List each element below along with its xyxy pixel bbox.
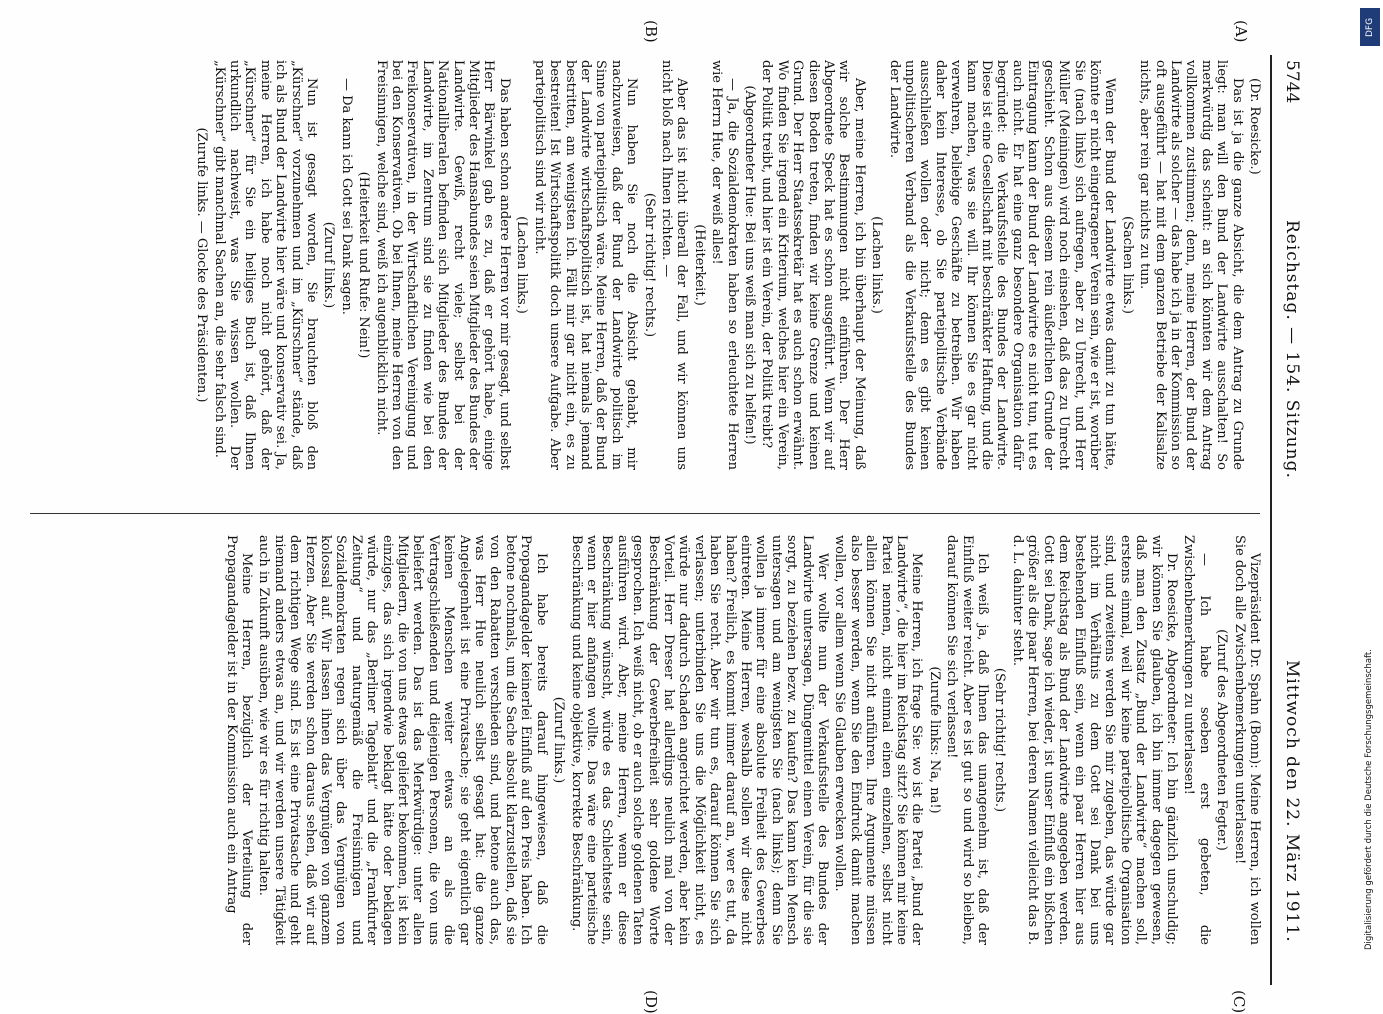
header-rule — [1270, 55, 1272, 985]
paragraph: Ich weiß ja, daß Ihnen das unangenehm ist, daß der Einfluß weiter reicht. Aber es ist gut so und wird so bleiben, darauf können Sie sich verlassen! — [944, 535, 991, 945]
page-header — [1262, 0, 1302, 1000]
interjection: (Heiterkeit.) — [691, 224, 707, 306]
margin-mark-c: (C) — [1230, 990, 1248, 1014]
interjection: (Lachen links.) — [514, 216, 530, 314]
margin-mark-b: (B) — [642, 20, 660, 43]
paragraph: Dr. Roesicke, Abgeordneter: Ich bin gänzlich unschuldig; wir können Sie glauben, ich bin immer dagegen gewesen, daß man den Zusatz „Bund der Landwirte“ machen soll, erstens einmal, weil wir keine parteipolitische Organisation sind, und zweitens werden Sie mir zugeben, das würde gar nicht im Verhältnis zu dem Gott sei Dank bei uns bestehenden Einfluß sein, wenn ein paar Herren hier aus dem Reichstag als Bund der Landwirte angegeben werden. Gott sei Dank, sage ich wieder, ist unser Einfluß ein bißchen größer als die paar Herren, bei deren Namen vielleicht das B. d. L. dahinter steht. — [1009, 535, 1179, 945]
paragraph: — Da kann ich Gott sei Dank sagen. — [338, 78, 354, 315]
paragraph: (Dr. Roesicke.) — [1247, 78, 1262, 175]
paragraph: Wer wollte nun der Verkaufsstelle des Bundes der Landwirte untersagen, Düngemittel einen Verein, für die sie sorgt, zu beziehen bezw. zu kaufen? Das kann kein Mensch untersagen und am wenigsten Sie (nach links); denn Sie wollen ja immer für eine absolute Freiheit des Gewerbes eintreten. Meine Herren, weshalb sollen wir diese nicht haben? Freilich, es kommt immer darauf an, wer es tut, da haben Sie recht. Aber wir tun es, darauf können Sie sich verlassen; unterbinden Sie uns die Möglichkeit nicht, es würde nur dadurch Schaden angerichtet werden, aber kein Vorteil. Herr Dreser hat allerdings neulich mal von der Beschränkung der Gewerbefreiheit sehr goldene Worte gesprochen. Ich weiß nicht, ob er auch solche goldenen Taten ausführen wird. Aber, meine Herren, wenn er diese Beschränkung wünscht, würde es das Schlechteste sein, wenn er hier anfangen wollte. Das wäre eine parteiische Beschränkung und keine objektive, korrekte Beschränkung. — [568, 535, 831, 945]
paragraph: Wenn der Bund der Landwirte etwas damit zu tun hätte, könnte er nicht eingetragener Verein sein, wie er ist, worüber Sie (nach links) sich aufregen, aber zu Unrecht, und Herr Müller (Meiningen) wird noch einsehen, daß das zu Unrecht geschieht. Schon aus diesem rein äußerlichen Grunde der Eintragung kann der Bund der Landwirte es nicht tun, tut es auch nicht. Er hat eine ganz besondere Organisation dafür begründet: die Verkaufsstelle des Bundes der Landwirte. Diese ist eine Gesellschaft mit beschränkter Haftung, und die kann machen, was sie will. Ihr können Sie es gar nicht verwehren, beliebige Geschäfte zu betreiben. Wir haben daher kein Interesse, ob Sie parteipolitische Verbände ausschließen wollen oder nicht; denn es gibt keinen unpolitischeren Verband als die Verkaufsstelle des Bundes der Landwirte. — [886, 60, 1118, 470]
running-head: Reichstag. — 154. Sitzung. — [1282, 220, 1302, 479]
paragraph: Meine Herren, bezüglich der Verteilung der Propagandagelder ist in der Kommission auch ein Antrag — [223, 535, 254, 945]
interjection: (Zuruf links.) — [321, 221, 337, 309]
page-number: 5744 — [1282, 60, 1302, 104]
paragraph: Das ist ja die ganze Absicht, die dem Antrag zu Grunde liegt: man will den Bund der Landwirte ausschalten! So merkwürdig das scheint: an sich könnten wir dem Antrag vollkommen zustimmen; denn, meine Herren, der Bund der Landwirte als solcher — das habe ich ja in der Kommission so oft ausgeführt — hat mit dem ganzen Betriebe der Kalisalze nichts, aber rein gar nichts zu tun. — [1137, 60, 1245, 470]
paragraph: — Ja, die Sozialdemokraten haben so erleuchtete Herren wie Herrn Hue, der weiß alles! — [709, 60, 740, 470]
left-column — [22, 60, 1262, 470]
header-date: Mittwoch den 22. März 1911. — [1282, 660, 1302, 943]
interjection: (Zurufe links. — Glocke des Präsidenten.) — [194, 127, 210, 403]
interjection: (Sehr richtig! rechts.) — [641, 192, 657, 338]
paragraph: Aber das ist nicht überall der Fall, und wir können uns nicht bloß nach Ihnen richten. — — [658, 60, 690, 470]
interjection: (Zuruf des Abgeordneten Fegter.) — [1214, 629, 1230, 851]
interjection: (Zurufe links: Na, na!) — [926, 666, 942, 814]
digitization-note: Digitalisierung gefördert durch die Deutsche Forschungsgemeinschaft. — [1364, 649, 1374, 950]
margin-mark-a: (A) — [1232, 20, 1250, 43]
interjection: (Lachen links.) — [869, 216, 885, 314]
paragraph: Aber, meine Herren, ich bin überhaupt der Meinung, daß wir solche Bestimmungen nicht einführen. Der Herr Abgeordnete Speck hat es schon ausgeführt. Wenn wir auf diesen Boden treten, finden wir keine Grenze und keinen Grund. Der Herr Staatssekretär hat es auch schon erwähnt. Wo finden Sie irgend ein Kriterium, welches hier ein Verein, der Politik treibt, und hier ist ein Verein, der Politik treibt? — [759, 60, 867, 470]
column-divider — [30, 513, 1260, 514]
paragraph: Meine Herren, ich frage Sie: wo ist die Partei „Bund der Landwirte“, die hier im Reichstag sitzt? Sie können mir keine Partei nennen, nicht einmal einen einzelnen, selbst nicht allein können Sie nicht anführen. Ihre Argumente müssen also besser werden, wenn Sie den Eindruck damit machen wollen, vor allem wenn Sie Glauben erwecken wollen. — [832, 535, 925, 945]
interjection: (Zuruf links.) — [551, 696, 567, 784]
paragraph: Das haben schon andere Herren vor mir gesagt, und selbst Herr Bärwinkel gab es zu, daß er gehört habe, einige Mitglieder des Hansabundes seien Mitglieder des Bundes der Landwirte. Gewiß, recht viele; selbst bei der Nationalliberalen befinden sich Mitglieder des Bundes der Landwirte, im Zentrum sind sie zu finden wie bei den Freikonservativen, in der Wirtschaftlichen Vereinigung und bei den Konservativen. Ob bei Ihnen, meine Herren von den Freisinnigen, welche sind, weiß ich augenblicklich nicht. — [373, 60, 512, 470]
interjection: (Heiterkeit und Rufe: Nein!) — [356, 171, 372, 359]
interjection: (Sehr richtig! rechts.) — [992, 667, 1008, 813]
paragraph: Vizepräsident Dr. Spahn (Bonn): Meine Herren, ich wollen Sie doch alle Zwischenbemerkungen unterlassen! — [1231, 535, 1262, 945]
dfg-logo: DFG — [1360, 8, 1380, 46]
paragraph: Ich habe bereits darauf hingewiesen, daß die Propagandagelder keinerlei Einfluß auf den Preis haben. Ich betone nochmals, um die Sache absolut klarzustellen, daß sie von den Rabatten verschieden sind, und betone auch das, was Herr Hue neulich selbst gesagt hat: die ganze Angelegenheit ist eine Privatsache; sie geht eigentlich gar keinen Menschen weiter etwas an als die Vertragschließenden und diejenigen Personen, die von uns beliefert werden. Das ist das Merkwürdige: unter allen Mitgliedern, die von uns etwas geliefert bekommen, ist kein einziges, das sich irgendwie beklagt hätte oder beklagen würde, nur das „Berliner Tageblatt“ und die „Frankfurter Zeitung“ und naturgemäß die Freisinnigen und Sozialdemokraten regen sich über das Vergnügen von kolossal auf. Wir lassen ihnen das Vergnügen von ganzem Herzen. Aber Sie werden schon daraus sehen, daß wir auf dem richtigen Wege sind. Es ist eine Privatsache und geht niemand anders etwas an, und wir werden unsere Tätigkeit auch in Zukunft ausüben, wie wir es für richtig halten. — [256, 535, 549, 945]
paragraph: — Ich habe soeben erst gebeten, die Zwischenbemerkungen zu unterlassen! — [1181, 535, 1212, 945]
interjection: (Abgeordneter Hue: Bei uns weiß man sich zu helfen!) — [742, 85, 757, 445]
margin-mark-d: (D) — [642, 990, 660, 1014]
paragraph: Nun ist gesagt worden, Sie brauchten bloß den „Kürschner“ vorzunehmen und im „Kürschner“ stände, daß ich als Bund der Landwirte hier wäre und konservativ sei. Ja, meine Herren, ich habe noch nicht gehört, daß der „Kürschner“ für Sie ein heiliges Buch ist, daß Ihnen urkundlich nachweist, was Sie wissen wollen. Der „Kürschner“ gibt manchmal Sachen an, die sehr falsch sind. — [211, 60, 320, 470]
paragraph: Nun haben Sie noch die Absicht gehabt, mir nachzuweisen, daß der Bund der Landwirte politisch im Sinne von parteipolitisch wäre. Meine Herren, daß der Bund der Landwirte wirtschaftspolitisch ist, hat niemals jemand bestritten, am wenigsten ich. Fällt mir gar nicht ein, es zu bestreiten! Ist Wirtschaftspolitik doch unsere Aufgabe. Aber parteipolitisch sind wir nicht. — [531, 60, 640, 470]
interjection: (Sachen links.) — [1119, 215, 1135, 315]
right-column — [22, 535, 1262, 945]
